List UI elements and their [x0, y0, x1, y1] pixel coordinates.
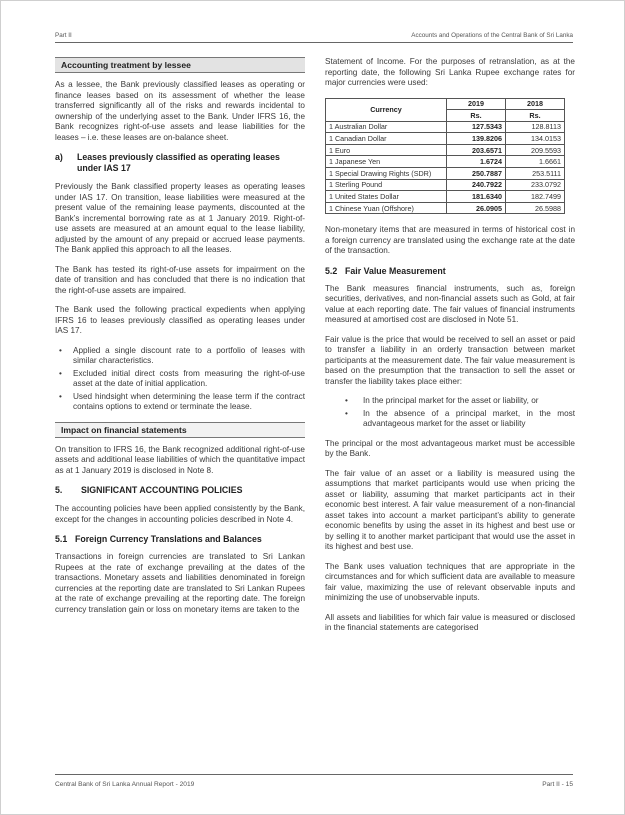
paragraph: The Bank used the following practical expedients when applying IFRS 16 to leases previously classified as operating leases under IAS 17. — [55, 305, 305, 335]
rate-2019-cell: 26.0905 — [447, 202, 506, 214]
table-row — [326, 121, 565, 133]
lessee-treatment-heading: Accounting treatment by lessee — [55, 57, 305, 73]
unit-2018-header: Rs. — [506, 110, 565, 122]
paragraph: Statement of Income. For the purposes of retranslation, as at the reporting date, the following Sri Lanka Rupee exchange rates for major currencies were used: — [325, 57, 575, 87]
header-title: Accounts and Operations of the Central Bank of Sri Lanka — [411, 32, 573, 39]
table-row — [326, 144, 565, 156]
operating-leases-subheading — [55, 152, 305, 174]
section-title: SIGNIFICANT ACCOUNTING POLICIES — [81, 485, 243, 495]
right-column — [325, 57, 575, 643]
table-row — [326, 202, 565, 214]
year-2018-header: 2018 — [506, 98, 565, 110]
exchange-rate-table — [325, 98, 565, 215]
bullet-icon: • — [345, 396, 348, 406]
footer-report-title: Central Bank of Sri Lanka Annual Report - 2019 — [55, 781, 195, 788]
rate-2019-cell: 181.6340 — [447, 191, 506, 203]
market-list — [325, 396, 575, 430]
header-rule — [55, 42, 573, 43]
currency-cell: 1 Sterling Pound — [326, 179, 447, 191]
paragraph: The principal or the most advantageous market must be accessible by the Bank. — [325, 438, 575, 459]
paragraph: The Bank measures financial instruments, such as, foreign securities, derivatives, and non-financial assets such as Gold, at fair value at each reporting date. The fair values of financial instruments measured at amortised cost are disclosed in Note 51. — [325, 283, 575, 325]
paragraph: Previously the Bank classified property leases as operating leases under IAS 17. On transition, lease liabilities were measured at the present value of the remaining lease payments, discounted at the Bank’s incremental borrowing rate as at 1 January 2019. Right-of-use assets are measured at an amount equal to the lease liability, adjusted by the amount of any prepaid or accrued lease payments. The Bank applied this approach to all the leases. — [55, 182, 305, 254]
rate-2018-cell: 134.0153 — [506, 133, 565, 145]
paragraph: On transition to IFRS 16, the Bank recognized additional right-of-use assets and additional lease liabilities of which the quantitative impact as at 1 January 2019 is disclosed in Note 8. — [55, 444, 305, 475]
list-item: • Applied a single discount rate to a portfolio of leases with similar characteristics. — [55, 346, 305, 367]
section-number: 5. — [55, 485, 63, 495]
list-item: • Excluded initial direct costs from measuring the right-of-use asset at the date of initial application. — [55, 369, 305, 390]
rate-2018-cell: 128.8113 — [506, 121, 565, 133]
table-row — [326, 156, 565, 168]
paragraph: Non-monetary items that are measured in terms of historical cost in a foreign currency are translated using the exchange rate at the date of the transaction. — [325, 225, 575, 256]
paragraph: The fair value of an asset or a liability is measured using the assumptions that market participants would use when pricing the asset or liability, assuming that market participants act in their economic best interest. A fair value measurement of a non-financial asset takes into account a market participant’s ability to generate economic benefits by using the asset in its highest and best use or by selling it to another market participant that would use the asset in its highest and best use. — [325, 468, 575, 552]
paragraph: The Bank uses valuation techniques that are appropriate in the circumstances and for which sufficient data are available to measure fair value, maximizing the use of relevant observable inputs and minimizing the use of unobservable inputs. — [325, 561, 575, 603]
footer-rule — [55, 774, 573, 775]
section-title: Foreign Currency Translations and Balances — [75, 534, 262, 544]
paragraph: All assets and liabilities for which fair value is measured or disclosed in the financial statements are categorised — [325, 612, 575, 633]
impact-heading: Impact on financial statements — [55, 422, 305, 438]
table-row — [326, 179, 565, 191]
left-column — [55, 57, 305, 624]
currency-cell: 1 Canadian Dollar — [326, 133, 447, 145]
bullet-icon: • — [59, 368, 62, 378]
currency-cell: 1 Chinese Yuan (Offshore) — [326, 202, 447, 214]
year-2019-header: 2019 — [447, 98, 506, 110]
table-row — [326, 133, 565, 145]
rate-2019-cell: 203.6571 — [447, 144, 506, 156]
currency-cell: 1 Euro — [326, 144, 447, 156]
rate-2018-cell: 233.0792 — [506, 179, 565, 191]
rate-2018-cell: 26.5988 — [506, 202, 565, 214]
rate-2018-cell: 1.6661 — [506, 156, 565, 168]
header-part-label: Part II — [55, 32, 72, 39]
section-5-heading — [55, 485, 305, 495]
page-number: Part II - 15 — [542, 781, 573, 788]
subheading-text: Leases previously classified as operating leases under IAS 17 — [77, 152, 280, 173]
bullet-icon: • — [345, 408, 348, 418]
paragraph: The Bank has tested its right-of-use assets for impairment on the date of transition and has concluded that there is no indication that the right-of-use assets are impaired. — [55, 264, 305, 295]
currency-cell: 1 Japanese Yen — [326, 156, 447, 168]
list-item: • Used hindsight when determining the lease term if the contract contains options to extend or terminate the lease. — [55, 392, 305, 413]
currency-header: Currency — [326, 98, 447, 121]
rate-2019-cell: 139.8206 — [447, 133, 506, 145]
bullet-icon: • — [59, 345, 62, 355]
bullet-icon: • — [59, 391, 62, 401]
section-5-2-heading — [325, 266, 575, 276]
list-item: • In the principal market for the asset or liability, or — [325, 396, 575, 407]
section-5-1-heading — [55, 534, 305, 544]
rate-2018-cell: 253.5111 — [506, 168, 565, 180]
paragraph: Fair value is the price that would be received to sell an asset or paid to transfer a liability in an orderly transaction between market participants at the measurement date. The fair value measurement is based on the presumption that the transaction to sell the asset or transfer the liability takes place either: — [325, 334, 575, 386]
paragraph: As a lessee, the Bank previously classified leases as operating or finance leases based on its assessment of whether the lease transferred significantly all of the risks and rewards incidental to ownership of the underlying asset to the Bank. Under IFRS 16, the Bank recognizes right-of-use assets and lease liabilities for the leases – i.e. these leases are on-balance sheet. — [55, 80, 305, 142]
rate-2018-cell: 209.5593 — [506, 144, 565, 156]
rate-2019-cell: 127.5343 — [447, 121, 506, 133]
table-row — [326, 191, 565, 203]
currency-cell: 1 Australian Dollar — [326, 121, 447, 133]
section-number: 5.2 — [325, 265, 338, 276]
unit-2019-header: Rs. — [447, 110, 506, 122]
table-row — [326, 168, 565, 180]
rate-2019-cell: 250.7887 — [447, 168, 506, 180]
rate-2019-cell: 1.6724 — [447, 156, 506, 168]
section-title: Fair Value Measurement — [345, 265, 446, 276]
paragraph: The accounting policies have been applied consistently by the Bank, except for the changes in accounting policies described in Note 4. — [55, 504, 305, 524]
subheading-number: a) — [55, 152, 63, 162]
section-number: 5.1 — [55, 534, 68, 544]
currency-cell: 1 United States Dollar — [326, 191, 447, 203]
expedients-list — [55, 346, 305, 413]
list-item: • In the absence of a principal market, in the most advantageous market for the asset or liability — [325, 409, 575, 430]
paragraph: Transactions in foreign currencies are translated to Sri Lankan Rupees at the rate of exchange prevailing at the dates of the transactions. Monetary assets and liabilities denominated in foreign currencies at the reporting date are translated to Sri Lankan Rupees at the rate of exchange prevailing at the reporting date. The foreign currency translation gain or loss on monetary items are taken to the — [55, 552, 305, 614]
rate-2019-cell: 240.7922 — [447, 179, 506, 191]
rate-2018-cell: 182.7499 — [506, 191, 565, 203]
currency-cell: 1 Special Drawing Rights (SDR) — [326, 168, 447, 180]
